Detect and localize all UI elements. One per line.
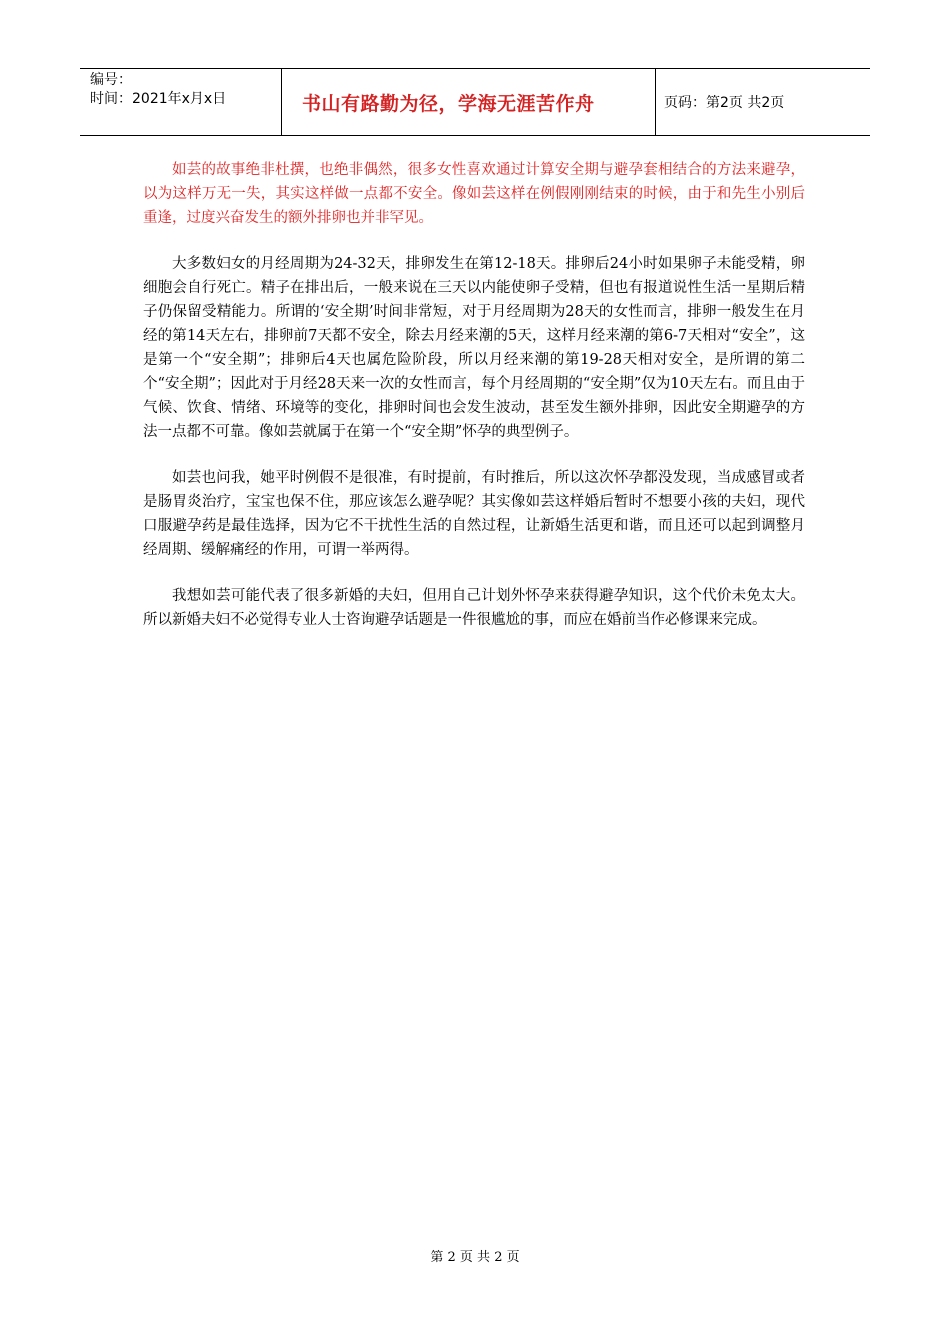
header-page-info: 页码：第2页 共2页 bbox=[664, 95, 785, 111]
paragraph-cycle-explanation: 大多数妇女的月经周期为24-32天，排卵发生在第12-18天。排卵后24小时如果卵子未能受精，卵细胞会自行死亡。精子在排出后，一般来说在三天以内能使卵子受精，但也有报道说性生活一星期后精子仍保留受精能力。所谓的‘安全期’时间非常短，对于月经周期为28天的女性而言，排卵一般发生在月经的第14天左右，排卵前7天都不安全，除去月经来潮的5天，这样月经来潮的第6-7天相对“安全”，这是第一个“安全期”；排卵后4天也属危险阶段，所以月经来潮的第19-28天相对安全，是所谓的第二个“安全期”；因此对于月经28天来一次的女性而言，每个月经周期的“安全期”仅为10天左右。而且由于气候、饮食、情绪、环境等的变化，排卵时间也会发生波动，甚至发生额外排卵，因此安全期避孕的方法一点都不可靠。像如芸就属于在第一个“安全期”怀孕的典型例子。 bbox=[143, 256, 805, 440]
paragraph-intro: 如芸的故事绝非杜撰，也绝非偶然，很多女性喜欢通过计算安全期与避孕套相结合的方法来避孕，以为这样万无一失，其实这样做一点都不安全。像如芸这样在例假刚刚结束的时候，由于和先生小别后重逢，过度兴奋发生的额外排卵也并非罕见。 bbox=[143, 162, 805, 226]
document-body bbox=[143, 158, 805, 654]
document-date-label: 时间：2021年x月x日 bbox=[90, 91, 227, 107]
header-motto: 书山有路勤为径，学海无涯苦作舟 bbox=[282, 69, 656, 135]
paragraph-conclusion: 我想如芸可能代表了很多新婚的夫妇，但用自己计划外怀孕来获得避孕知识，这个代价未免太大。所以新婚夫妇不必觉得专业人士咨询避孕话题是一件很尴尬的事，而应在婚前当作必修课来完成。 bbox=[143, 588, 805, 628]
page-footer: 第 2 页 共 2 页 bbox=[430, 1250, 520, 1265]
header-meta bbox=[80, 69, 282, 135]
document-number-label: 编号： bbox=[90, 72, 132, 88]
page-header bbox=[80, 68, 870, 136]
paragraph-contraception-advice: 如芸也问我，她平时例假不是很准，有时提前，有时推后，所以这次怀孕都没发现，当成感冒或者是肠胃炎治疗，宝宝也保不住，那应该怎么避孕呢？其实像如芸这样婚后暂时不想要小孩的夫妇，现代口服避孕药是最佳选择，因为它不干扰性生活的自然过程，让新婚生活更和谐，而且还可以起到调整月经周期、缓解痛经的作用，可谓一举两得。 bbox=[143, 470, 805, 558]
